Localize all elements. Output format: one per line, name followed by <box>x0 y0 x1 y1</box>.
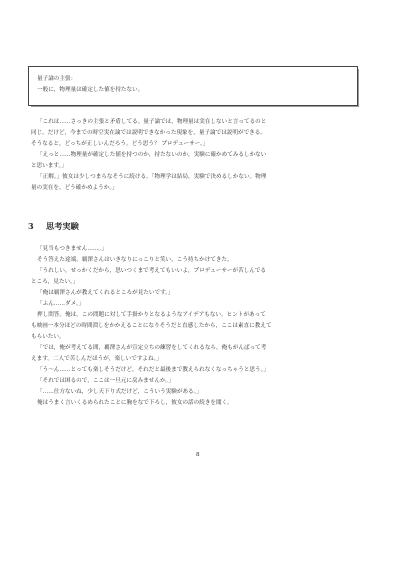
claim-box-text: 一般に，物理量は確定した値を持たない。 <box>37 87 144 93</box>
section-number: 3 <box>28 221 34 231</box>
paragraph-line: 「見当もつきません……。」 <box>37 246 107 252</box>
paragraph-line: そう答えた途端，覇澤さんはいきなりにっこりと笑い，こう持ちかけてきた。 <box>37 257 233 263</box>
claim-box <box>28 66 360 108</box>
paragraph-line: 「うれしい，せっかくだから，思いつくまで考えてもいいよ，プロデューサーが苦しんでる <box>37 268 267 274</box>
section-title: 思考実験 <box>46 221 79 231</box>
paragraph-line: 「……仕方ないね，少し天下り式だけど，こういう実験がある。」 <box>37 389 203 395</box>
paragraph-line: 量の実在を，どう確かめようか。」 <box>31 185 118 191</box>
paragraph-line: 俺はうまく言いくるめられたことに胸をなで下ろし，彼女の話の続きを聞く。 <box>37 400 233 406</box>
paragraph-line: 「では，俺が考えてる間，覇澤さんが宣定立ちの練習をしてくれるなら，俺もがんばって考 <box>37 345 267 351</box>
paragraph-line: 「う～ん……とっても楽しそうだけど，それだと最後まで教えられなくなっちゃうと思う。」 <box>37 367 270 373</box>
paragraph-line: ところ，見たい。」 <box>31 279 79 285</box>
claim-box-frame <box>28 66 358 106</box>
paragraph-line: えます。二人で苦しんだほうが，楽しいですよね。」 <box>31 356 163 362</box>
paragraph-line: もらいたい。 <box>31 334 65 340</box>
paragraph-line: 「それでは困るので，ここは一旦元に戻みませんか。」 <box>37 378 174 384</box>
page-number: 8 <box>196 452 200 458</box>
paragraph-line: 押し問答。俺は，この問題に対して手掛かりとなるようなアイデアもない。ヒントがあって <box>37 312 266 318</box>
section-heading <box>28 221 79 232</box>
paragraph-line: 「ふん……ダメ。」 <box>37 301 85 307</box>
paragraph-line: 「俺は覇澤さんが教えてくれるところが見たいです。」 <box>37 290 174 296</box>
paragraph-line: 「えっと……物理量が確定した値を持つのか，持たないのか，実験に確かめてみるしかない <box>37 152 267 158</box>
paragraph-line: と思います。」 <box>31 163 67 169</box>
paragraph-line: 同じ。だけど，今までの時空実在論では説明できなかった現象を，量子論では説明ができる。 <box>31 130 266 136</box>
paragraph-line: も映画一本分ほどの時間潰しをかかえることになりそうだと直感したから，ここは素直に教えて <box>31 323 272 329</box>
paragraph-line: 「これは……さっきの主張と矛盾してる。量子論では，物理量は実在しないと言ってるのと <box>37 119 267 125</box>
claim-box-title: 量子論の主張： <box>37 76 77 82</box>
paragraph-line: 「正解。」彼女は少しつまらなそうに続ける。「物理学は結局，実験で決めるしかない。物理 <box>37 174 267 180</box>
paragraph-line: そうなると，どっちが正しいんだろう。どう思う？ プロデューサー。」 <box>31 141 209 147</box>
